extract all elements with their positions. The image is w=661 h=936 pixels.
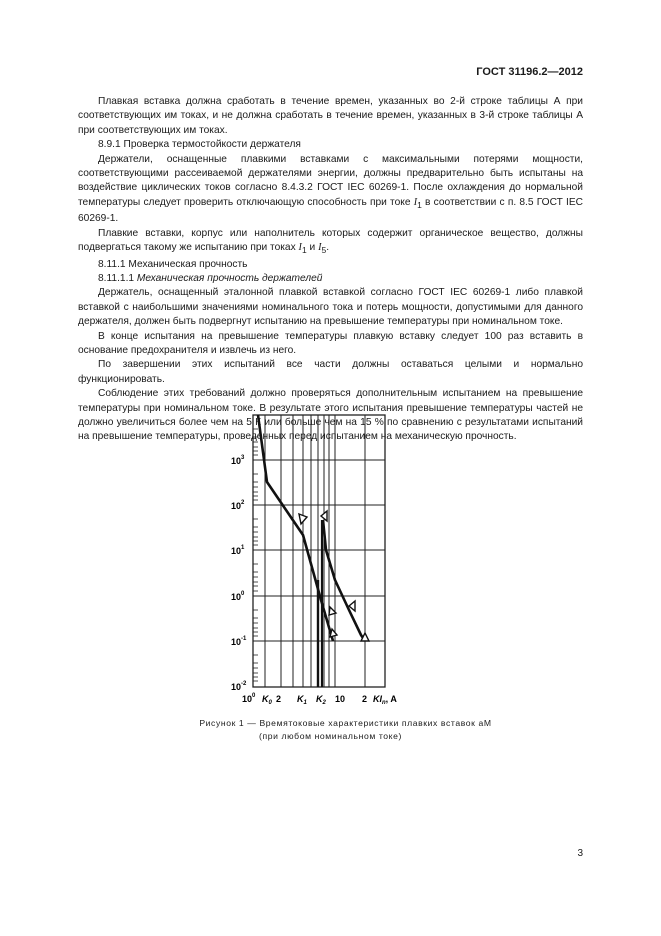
- figure-caption: [0, 717, 661, 743]
- paragraph-holders-test: [78, 153, 583, 227]
- y-tick-label: $10^0$: [231, 591, 245, 602]
- y-tick-label: $10^3$: [231, 455, 245, 466]
- x-tick-2: 2: [276, 694, 282, 704]
- current-subscript: 5: [321, 245, 327, 256]
- y-tick-label: $10^1$: [231, 545, 245, 556]
- document-code: ГОСТ 31196.2—2012: [476, 66, 583, 78]
- paragraph-organic-material: [78, 227, 583, 258]
- caption-line-1: Рисунок 1 — Времятоковые характеристики плавких вставок aM: [199, 718, 492, 728]
- test-point-triangle: [330, 629, 337, 637]
- page-number: 3: [577, 848, 583, 859]
- section-title: Механическая прочность держателей: [136, 272, 323, 284]
- x-tick-2b: 2: [362, 694, 368, 704]
- paragraph-fuse-operation: Плавкая вставка должна сработать в течение времен, указанных во 2-й строке таблицы А при соответствующих им токах, и не должна сработать в течение времен, указанных в 3-й строке таблицы А при соответствующих им токах.: [78, 96, 583, 136]
- caption-line-2: (при любом номинальном токе): [259, 731, 402, 741]
- section-number: 8.11.1.1: [98, 272, 135, 284]
- section-8-9-1: [78, 138, 583, 152]
- paragraph-text: Держатели, оснащенные плавкими вставками с максимальными потерями мощности, соответствующими рассеиваемой держателями энергии, должны предварительно быть испытаны на воздействие циклических токов согласно 8.4.3.2 ГОСТ IEC 60269-1. После охлаждения до нормальной температуры следует проверить отключающую способность при токе: [78, 153, 583, 208]
- paragraph-parts-intact: По завершении этих испытаний все части должны оставаться целыми и нормально функционировать.: [78, 359, 583, 385]
- vertical-grid: [265, 415, 365, 687]
- section-number: 8.9.1: [98, 139, 121, 151]
- period: .: [326, 242, 330, 254]
- paragraph-holder-reference-fuse: Держатель, оснащенный эталонной плавкой вставкой согласно ГОСТ IEC 60269-1 либо плавкой вставкой с наибольшими значениями номинального тока и потерь мощности, допустимыми для данного держателя, должен быть подвергнут испытанию на превышение температуры при номинальном токе.: [78, 287, 583, 328]
- paragraph-text-end: в соответствии с п. 8.5 ГОСТ IEC 60269-1.: [78, 196, 583, 225]
- x-tick-origin: $10^0$: [242, 693, 256, 704]
- current-symbol: I: [298, 242, 302, 254]
- y-axis-labels: [231, 455, 247, 692]
- conjunction: и: [309, 242, 316, 254]
- current-symbol: I: [413, 196, 418, 208]
- test-point-triangle: [299, 514, 307, 524]
- minor-y-ticks: [253, 429, 258, 681]
- section-8-11-1: [78, 258, 583, 272]
- section-number: 8.11.1: [98, 258, 126, 270]
- y-tick-label: $10^2$: [231, 500, 245, 511]
- x-tick-10: 10: [335, 694, 346, 704]
- paragraph-insert-100-times: В конце испытания на превышение температуры плавкую вставку следует 100 раз вставить в основание предохранителя и извлечь из него.: [78, 330, 583, 356]
- x-axis-unit: $KI_n$, A: [373, 694, 397, 706]
- x-tick-k2: $K_2$: [316, 694, 326, 706]
- section-8-11-1-1: [78, 272, 583, 286]
- paragraph-temperature-rise-check: Соблюдение этих требований должно проверяться дополнительным испытанием на превышение температуры при номинальном токе. В результате этого испытания превышение температуры частей не должно увеличиться более чем на 5 К или больше чем на 15 % по сравнению с результатами испытаний на превышение температуры, проведенных перед испытанием на механическую прочность.: [78, 388, 583, 443]
- current-symbol: I: [318, 242, 322, 254]
- time-current-characteristic-figure: [225, 410, 410, 710]
- paragraph-text: Плавкие вставки, корпус или наполнитель которых содержит органическое вещество, должны подвергаться такому же испытанию при токах: [78, 227, 583, 254]
- y-tick-label: $10^{-2}$: [231, 681, 247, 692]
- x-axis-labels: [242, 693, 397, 706]
- section-title: Механическая прочность: [128, 258, 248, 270]
- current-subscript: 1: [417, 199, 422, 210]
- y-tick-label: $10^{-1}$: [231, 636, 247, 647]
- current-subscript: 1: [301, 245, 307, 256]
- x-tick-k1: $K_1$: [297, 694, 307, 706]
- body-text: [78, 95, 583, 445]
- section-title: Проверка термостойкости держателя: [123, 139, 301, 151]
- x-tick-k0: $K_0$: [262, 694, 272, 706]
